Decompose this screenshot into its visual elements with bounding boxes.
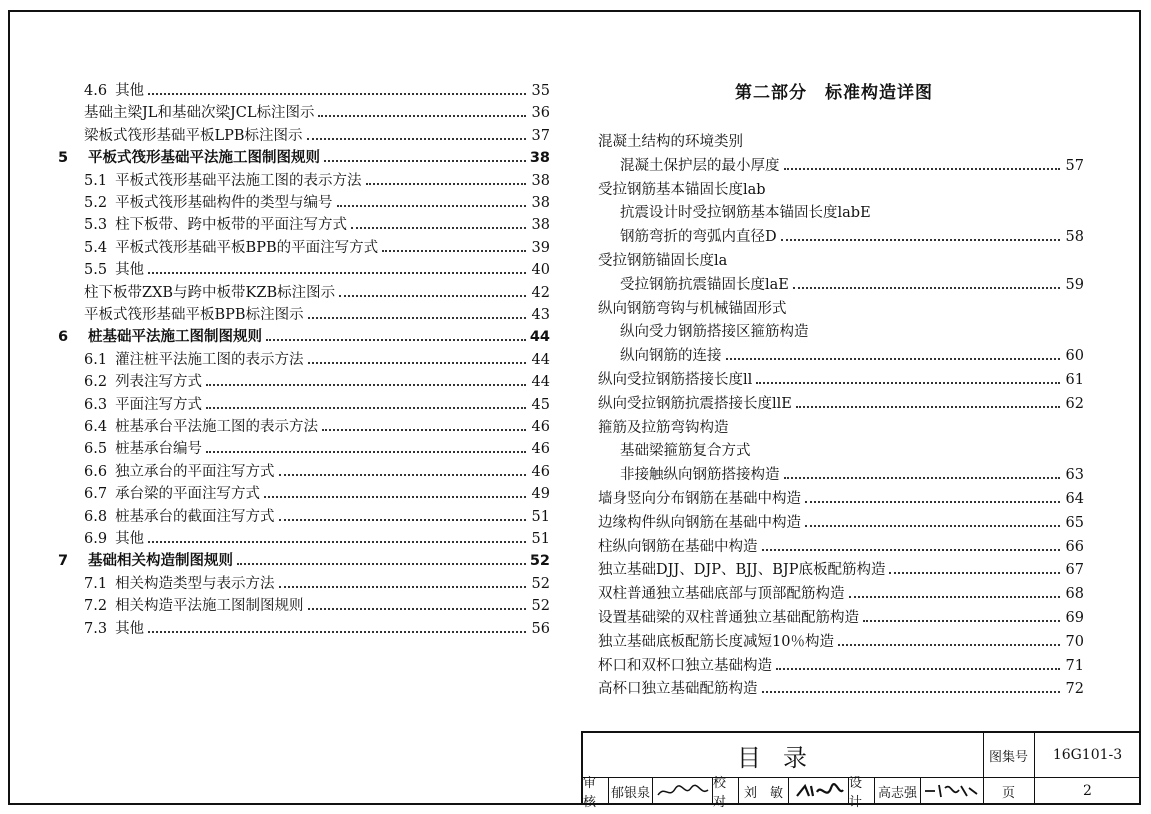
toc-entry-title: 钢筋弯折的弯弧内直径D [620, 229, 777, 246]
toc-entry-title: 灌注桩平法施工图的表示方法 [115, 351, 304, 368]
toc-leader [781, 239, 1060, 241]
toc-entry-page: 51 [531, 531, 550, 547]
toc-entry-title: 平板式筏形基础构件的类型与编号 [115, 195, 333, 211]
toc-entry-page: 39 [531, 239, 550, 256]
toc-entry-title: 非接触纵向钢筋搭接构造 [620, 467, 780, 484]
toc-entry [58, 349, 550, 371]
toc-entry-page: 52 [531, 598, 550, 615]
toc-entry-title: 高杯口独立基础配筋构造 [598, 681, 758, 698]
toc-leader [148, 541, 526, 543]
toc-entry-number: 7 [58, 553, 69, 570]
toc-entry-number: 5.1 [84, 172, 108, 189]
toc-entry-page: 38 [531, 217, 550, 234]
toc-leader [206, 384, 526, 386]
toc-entry [598, 417, 1084, 439]
toc-entry-number: 6 [58, 329, 69, 346]
toc-entry-page: 51 [531, 508, 550, 525]
toc-entry-title: 其他 [115, 83, 145, 99]
review-label: 审核 [583, 777, 609, 805]
toc-entry-number: 6.2 [84, 374, 108, 391]
toc-entry-title: 抗震设计时受拉钢筋基本锚固长度labE [620, 205, 871, 222]
toc-entry-page: 43 [531, 307, 550, 323]
toc-entry-title: 纵向钢筋弯钩与机械锚固形式 [598, 300, 787, 317]
toc-entry [58, 438, 550, 460]
toc-entry-number: 5.5 [84, 262, 108, 279]
toc-leader [279, 474, 526, 476]
toc-entry [598, 345, 1084, 367]
toc-entry-page: 65 [1065, 514, 1084, 531]
toc-leader [726, 358, 1061, 360]
toc-entry-title: 柱下板带、跨中板带的平面注写方式 [115, 217, 348, 234]
toc-entry-number: 6.1 [84, 351, 108, 368]
toc-leader [339, 295, 526, 297]
toc-entry-title: 其他 [115, 620, 145, 637]
toc-entry-page: 61 [1065, 372, 1084, 388]
toc-leader [351, 227, 526, 229]
toc-entry [58, 147, 550, 169]
toc-entry [58, 506, 550, 528]
toc-leader [279, 519, 526, 521]
toc-entry-page: 71 [1065, 657, 1084, 674]
toc-entry-number: 6.3 [84, 396, 108, 413]
toc-entry-page: 57 [1065, 157, 1084, 174]
toc-entry-page: 44 [531, 351, 550, 368]
toc-entry [598, 226, 1084, 248]
toc-entry [58, 170, 550, 192]
toc-entry-page: 40 [531, 262, 550, 279]
toc-entry-page: 63 [1065, 467, 1084, 484]
toc-entry-title: 承台梁的平面注写方式 [115, 486, 261, 503]
toc-entry-title: 纵向受拉钢筋抗震搭接长度llE [598, 395, 792, 412]
toc-entry-title: 独立承台的平面注写方式 [115, 463, 275, 480]
toc-entry-title: 列表注写方式 [115, 374, 203, 391]
toc-entry-title: 桩基承台平法施工图的表示方法 [115, 419, 319, 435]
toc-entry [58, 550, 550, 572]
toc-leader [805, 501, 1060, 503]
toc-entry-title: 设置基础梁的双柱普通独立基础配筋构造 [598, 610, 859, 626]
toc-entry-page: 69 [1065, 610, 1084, 626]
toc-entry-number: 7.3 [84, 620, 108, 637]
toc-leader [307, 138, 526, 140]
page-number: 2 [1083, 783, 1092, 799]
toc-entry-title: 混凝土结构的环境类别 [598, 134, 743, 150]
toc-entry [598, 131, 1084, 153]
toc-entry [58, 102, 550, 124]
toc-entry-number: 5.4 [84, 239, 108, 256]
design-label: 设计 [849, 777, 875, 805]
toc-leader [366, 183, 526, 185]
toc-entry-page: 56 [531, 620, 550, 637]
toc-entry-title: 受拉钢筋抗震锚固长度laE [620, 276, 789, 293]
page-label: 页 [1001, 785, 1015, 801]
toc-entry-title: 独立基础DJJ、DJP、BJJ、BJP底板配筋构造 [598, 562, 886, 579]
toc-entry [58, 371, 550, 393]
toc-entry [598, 607, 1084, 629]
toc-entry-title: 其他 [115, 531, 145, 547]
toc-entry [598, 298, 1084, 320]
toc-leader [237, 563, 526, 565]
toc-entry-page: 46 [531, 441, 550, 458]
toc-entry-page: 66 [1065, 538, 1084, 555]
designer-name: 高志强 [875, 777, 921, 805]
toc-entry-title: 受拉钢筋基本锚固长度lab [598, 181, 766, 198]
toc-leader [337, 205, 526, 207]
toc-entry-number: 6.7 [84, 486, 108, 503]
signature-row [583, 776, 983, 810]
check-label: 校对 [713, 777, 739, 805]
toc-entry-number: 5.3 [84, 217, 108, 234]
toc-entry [598, 488, 1084, 510]
toc-entry [58, 326, 550, 348]
toc-entry-page: 46 [531, 419, 550, 435]
toc-entry [58, 237, 550, 259]
toc-entry-page: 46 [531, 463, 550, 480]
toc-entry-title: 柱纵向钢筋在基础中构造 [598, 538, 758, 555]
toc-leader [762, 549, 1061, 551]
toc-entry [58, 483, 550, 505]
toc-entry [598, 250, 1084, 272]
atlas-no-label: 图集号 [988, 749, 1028, 765]
toc-leader [863, 620, 1060, 622]
toc-entry-number: 7.1 [84, 575, 108, 592]
toc-entry-number: 6.6 [84, 463, 108, 480]
toc-entry-number: 6.8 [84, 508, 108, 525]
toc-leader [776, 668, 1060, 670]
toc-entry [598, 583, 1084, 605]
toc-leader [382, 250, 526, 252]
toc-leader [793, 287, 1060, 289]
toc-leader [318, 115, 526, 117]
toc-leader [796, 406, 1060, 408]
toc-leader [762, 691, 1061, 693]
toc-entry [58, 573, 550, 595]
designer-signature-mark [923, 780, 979, 802]
toc-leader [889, 572, 1060, 574]
toc-entry-title: 基础梁箍筋复合方式 [620, 443, 751, 460]
title-block [581, 731, 1141, 810]
toc-entry [598, 512, 1084, 534]
toc-entry [598, 631, 1084, 653]
toc-entry-page: 45 [531, 396, 550, 413]
toc-entry [58, 304, 550, 326]
toc-entry-page: 67 [1065, 562, 1084, 579]
toc-entry [598, 155, 1084, 177]
toc-entry-title: 基础主梁JL和基础次梁JCL标注图示 [84, 105, 315, 122]
toc-entry-page: 52 [529, 553, 550, 570]
toc-entry [58, 595, 550, 617]
toc-entry-number: 6.4 [84, 419, 108, 435]
toc-entry [58, 394, 550, 416]
toc-entry [58, 618, 550, 640]
toc-entry [598, 393, 1084, 415]
toc-entry [598, 369, 1084, 391]
toc-entry-title: 双柱普通独立基础底部与顶部配筋构造 [598, 586, 845, 603]
toc-leader [148, 631, 526, 633]
toc-entry-page: 49 [531, 486, 550, 503]
toc-entry [598, 202, 1084, 224]
toc-entry [58, 461, 550, 483]
toc-leader [266, 339, 526, 341]
toc-entry [58, 80, 550, 102]
toc-leader [308, 317, 526, 319]
toc-entry-title: 柱下板带ZXB与跨中板带KZB标注图示 [84, 284, 336, 301]
toc-entry-title: 纵向受力钢筋搭接区箍筋构造 [620, 324, 809, 341]
toc-entry [58, 192, 550, 214]
toc-leader [206, 451, 526, 453]
toc-leader [849, 596, 1061, 598]
toc-entry [598, 440, 1084, 462]
toc-entry-page: 62 [1065, 395, 1084, 412]
toc-entry [598, 678, 1084, 700]
toc-entry-page: 72 [1065, 681, 1084, 698]
toc-leader [756, 382, 1060, 384]
toc-entry-number: 4.6 [84, 83, 108, 99]
toc-entry-page: 60 [1065, 348, 1084, 365]
designer-signature [921, 777, 981, 805]
toc-entry-page: 58 [1065, 229, 1084, 246]
toc-leader [264, 496, 526, 498]
toc-entry-number: 7.2 [84, 598, 108, 615]
toc-leader [279, 586, 526, 588]
toc-entry-title: 平板式筏形基础平法施工图制图规则 [88, 150, 320, 167]
toc-entry [58, 528, 550, 550]
toc-entry-page: 44 [529, 329, 550, 346]
toc-leader [784, 168, 1061, 170]
toc-entry-title: 边缘构件纵向钢筋在基础中构造 [598, 514, 801, 531]
toc-entry-title: 梁板式筏形基础平板LPB标注图示 [84, 127, 303, 144]
toc-leader [838, 644, 1060, 646]
toc-entry [598, 655, 1084, 677]
toc-entry-title: 桩基承台编号 [115, 441, 203, 458]
toc-entry [598, 536, 1084, 558]
toc-entry-title: 墙身竖向分布钢筋在基础中构造 [598, 491, 801, 507]
toc-entry-page: 59 [1065, 276, 1084, 293]
toc-entry-page: 44 [531, 374, 550, 391]
atlas-no: 16G101-3 [1052, 747, 1123, 763]
toc-entry [58, 416, 550, 438]
toc-entry-title: 受拉钢筋锚固长度la [598, 253, 728, 269]
toc-entry-title: 独立基础底板配筋长度减短10％构造 [598, 633, 834, 650]
toc-entry-title: 其他 [115, 262, 145, 279]
toc-entry-number: 5.2 [84, 195, 108, 211]
toc-leader [322, 429, 526, 431]
toc-entry-title: 混凝土保护层的最小厚度 [620, 157, 780, 174]
toc-entry-number: 5 [58, 150, 69, 167]
toc-entry-page: 35 [531, 83, 550, 99]
toc-leader [308, 362, 526, 364]
toc-leader [324, 160, 526, 162]
toc-entry [58, 125, 550, 147]
toc-entry [598, 179, 1084, 201]
toc-entry-page: 38 [529, 150, 550, 167]
toc-entry-page: 37 [531, 127, 550, 144]
toc-entry-title: 杯口和双杯口独立基础构造 [598, 657, 772, 674]
toc-entry-title: 相关构造类型与表示方法 [115, 575, 275, 592]
toc-leader [805, 525, 1060, 527]
toc-entry-title: 基础相关构造制图规则 [88, 553, 233, 570]
toc-entry-title: 平板式筏形基础平法施工图的表示方法 [115, 172, 362, 189]
toc-entry-title: 纵向受拉钢筋搭接长度ll [598, 372, 753, 388]
toc-entry [598, 321, 1084, 343]
reviewer-signature [653, 777, 713, 805]
toc-leader [308, 608, 526, 610]
toc-entry-page: 70 [1065, 633, 1084, 650]
toc-entry-title: 相关构造平法施工图制图规则 [115, 598, 304, 615]
toc-entry-title: 平板式筏形基础平板BPB标注图示 [84, 307, 304, 323]
reviewer-signature-mark [655, 781, 711, 801]
toc-entry-title: 纵向钢筋的连接 [620, 348, 722, 365]
toc-entry-number: 6.9 [84, 531, 108, 547]
toc-entry [598, 274, 1084, 296]
toc-entry-page: 36 [531, 105, 550, 122]
toc-entry-number: 6.5 [84, 441, 108, 458]
title-block-title: 目录 [737, 743, 829, 772]
toc-entry [598, 464, 1084, 486]
toc-entry [58, 259, 550, 281]
checker-signature [789, 777, 849, 805]
toc-leader [148, 272, 526, 274]
toc-entry-title: 平板式筏形基础平板BPB的平面注写方式 [115, 239, 379, 256]
part-title: 第二部分 标准构造详图 [735, 83, 933, 103]
toc-leader [784, 477, 1061, 479]
toc-entry-page: 38 [531, 172, 550, 189]
toc-entry-title: 桩基础平法施工图制图规则 [88, 329, 262, 346]
toc-entry [598, 559, 1084, 581]
toc-entry-title: 平面注写方式 [115, 396, 203, 413]
toc-entry [58, 214, 550, 236]
checker-signature-mark [791, 780, 847, 802]
toc-entry-page: 38 [531, 195, 550, 211]
toc-leader [148, 93, 526, 95]
toc-entry-title: 箍筋及拉筋弯钩构造 [598, 419, 729, 436]
toc-entry-title: 桩基承台的截面注写方式 [115, 508, 275, 525]
toc-entry-page: 42 [531, 284, 550, 301]
toc-entry-page: 64 [1065, 491, 1084, 507]
toc-leader [206, 407, 526, 409]
toc-entry-page: 52 [531, 575, 550, 592]
toc-entry-page: 68 [1065, 586, 1084, 603]
reviewer-name: 郁银泉 [609, 777, 653, 805]
checker-name: 刘 敏 [739, 777, 789, 805]
toc-entry [58, 282, 550, 304]
